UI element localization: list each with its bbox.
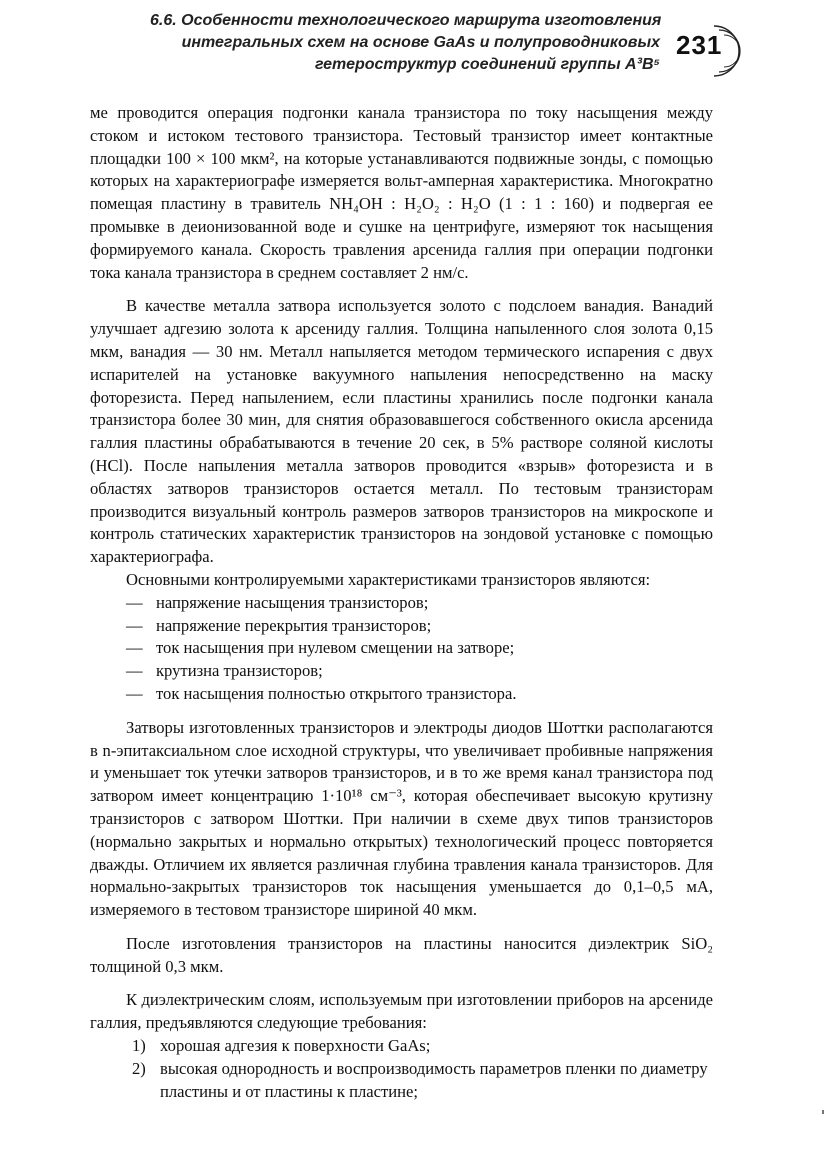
header-line-2: интегральных схем на основе GaAs и полупроводниковых — [181, 34, 660, 51]
list-item-text: ток насыщения полностью открытого транзистора. — [156, 683, 517, 703]
list-item — [90, 660, 713, 683]
dash-marker: — — [126, 592, 143, 612]
list-item-text: напряжение насыщения транзисторов; — [156, 592, 429, 612]
running-header — [150, 10, 660, 76]
paragraph-continuation: ме проводится операция подгонки канала транзистора по току насыщения между стоком и истоком тестового транзистора. Тестовый транзистор имеет контактные площадки 100 × 100 мкм², на которые устанавливаются подвижные зонды, с помощью которых на характериографе измеряется вольт-амперная характеристика. Многократно помещая пластину в травитель NH₄OH : H₂O₂ : H₂O (1 : 1 : 160) и подвергая ее промывке в деионизованной воде и сушке на центрифуге, измеряют ток насыщения формируемого канала. Скорость травления арсенида галлия при операции подгонки тока канала транзистора в среднем составляет 2 нм/с. — [90, 103, 713, 282]
paragraph-dielectric-requirements: К диэлектрическим слоям, используемым при изготовлении приборов на арсениде галлия, предъявляются следующие требования: — [90, 990, 713, 1033]
list-item-text: хорошая адгезия к поверхности GaAs; — [160, 1036, 431, 1056]
list-item — [90, 683, 713, 706]
list-item-text: ток насыщения при нулевом смещении на затворе; — [156, 638, 515, 658]
paragraph-schottky-gates: Затворы изготовленных транзисторов и электроды диодов Шоттки располагаются в n-эпитаксиальном слое исходной структуры, что увеличивает пробивные напряжения и уменьшает ток утечки затворов транзисторов, и в то же время канал транзистора под затвором имеет концентрацию 1·10¹⁸ см⁻³, которая обеспечивает высокую крутизну транзисторов с затвором Шоттки. При наличии в схеме двух типов транзисторов (нормально закрытых и нормально открытых) технологический процесс повторяется дважды. Отличием их является различная глубина травления канала транзисторов. Для нормально-закрытых транзисторов ток насыщения уменьшается до 0,1–0,5 мА, измеряемого в тестовом транзисторе шириной 40 мкм. — [90, 717, 713, 920]
dash-marker: — — [126, 683, 143, 703]
body-text — [90, 102, 713, 1103]
requirements-list — [90, 1035, 713, 1103]
page-ornament-icon — [700, 22, 746, 80]
scan-speck — [822, 1110, 824, 1114]
list-item — [90, 615, 713, 638]
list-item — [90, 1058, 713, 1104]
dash-marker: — — [126, 638, 143, 658]
dash-marker: — — [126, 661, 143, 681]
list-item — [90, 592, 713, 615]
list-item — [90, 1035, 713, 1058]
list-item-text: крутизна транзисторов; — [156, 661, 323, 681]
paragraph-characteristics-intro: Основными контролируемыми характеристиками транзисторов являются: — [126, 569, 651, 589]
page-number: 231 — [676, 30, 723, 60]
list-item-text: напряжение перекрытия транзисторов; — [156, 615, 432, 635]
paragraph-dielectric-deposition: После изготовления транзисторов на пластины наносится диэлектрик SiO₂ толщиной 0,3 мкм. — [90, 933, 713, 976]
dash-marker: — — [126, 615, 143, 635]
paragraph-gate-metal: В качестве металла затвора используется золото с подслоем ванадия. Ванадий улучшает адгезию золота к арсениду галлия. Толщина напыленного слоя золота 0,15 мкм, ванадия — 30 нм. Металл напыляется методом термического испарения с двух испарителей на установке вакуумного напыления непосредственно на маску фоторезиста. Перед напылением, если пластины хранились после подгонки канала транзистора более 30 мин, для снятия образовавшегося собственного окисла арсенида галлия пластины обрабатываются в течение 20 сек, в 5% растворе соляной кислоты (HCl). После напыления металла затворов проводится «взрыв» фоторезиста и в областях затворов транзисторов остается металл. По тестовым транзисторам производится визуальный контроль размеров затворов транзисторов на микроскопе и контроль статических характеристик транзисторов на зондовой установке с помощью характериографа. — [90, 296, 713, 567]
list-number: 1) — [132, 1036, 146, 1056]
list-item — [90, 637, 713, 660]
header-line-3: гетероструктур соединений группы A³B⁵ — [315, 56, 660, 73]
header-line-1: 6.6. Особенности технологического маршрута изготовления — [150, 12, 662, 29]
list-number: 2) — [132, 1058, 146, 1078]
list-item-text: высокая однородность и воспроизводимость параметров пленки по диаметру пластины и от пластины к пластине; — [160, 1058, 708, 1101]
characteristics-list — [90, 592, 713, 706]
